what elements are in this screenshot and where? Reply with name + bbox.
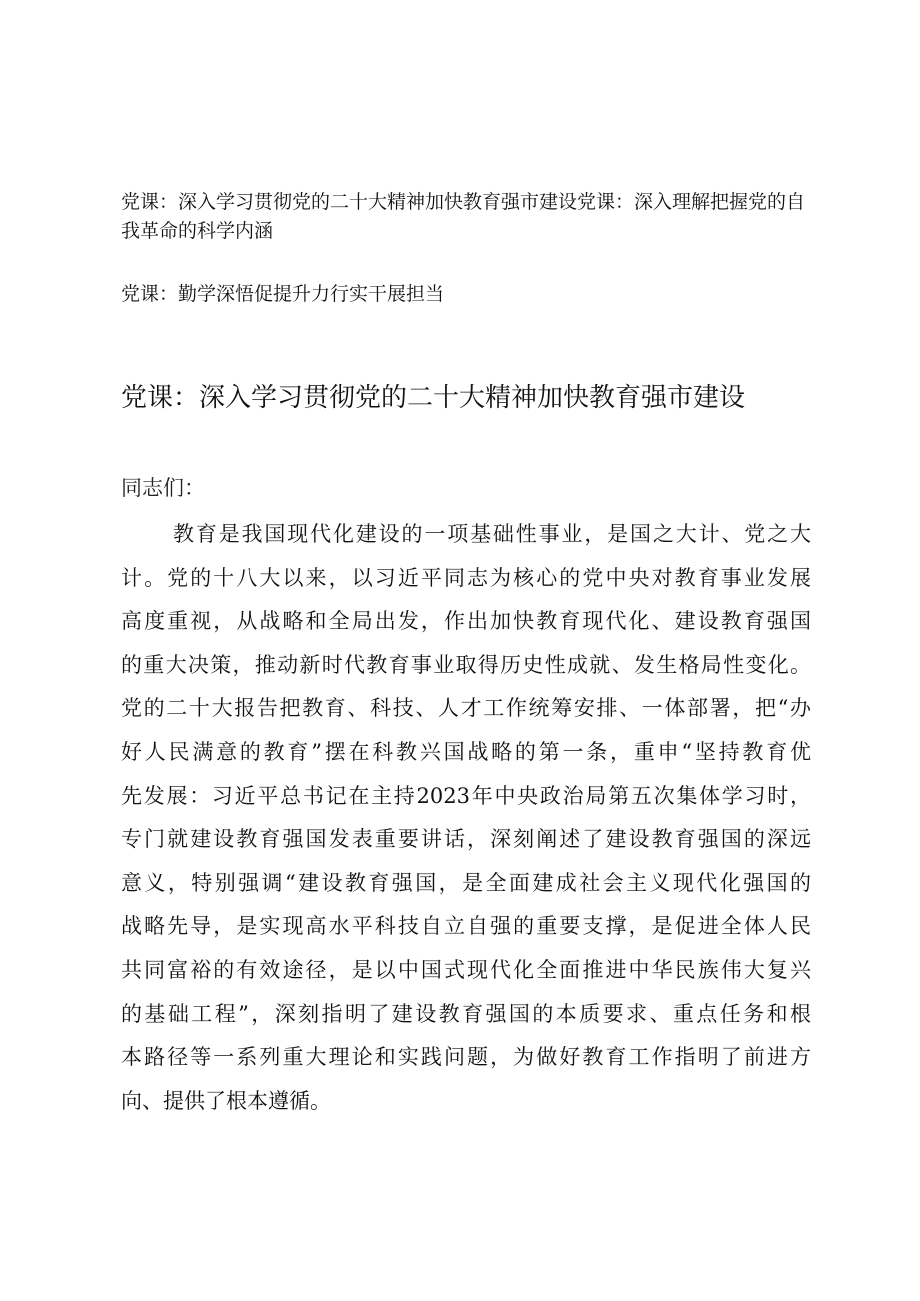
table-of-contents [121, 188, 811, 246]
paragraph-line: 教育是我国现代化建设的一项基础性事业，是国之大计、党之大 [173, 522, 811, 546]
paragraph-line: 共同富裕的有效途径，是以中国式现代化全面推进中华民族伟大复兴 [121, 957, 811, 982]
paragraph-line: 的重大决策，推动新时代教育事业取得历史性成就、发生格局性变化。 [121, 652, 811, 677]
paragraph-line: 意义，特别强调“建设教育强国，是全面建成社会主义现代化强国的 [121, 870, 811, 895]
paragraph-line: 先发展：习近平总书记在主持2023年中央政治局第五次集体学习时， [121, 783, 811, 808]
toc-entry-3[interactable]: 党课：勤学深悟促提升力行实干展担当 [121, 283, 445, 305]
paragraph-line: 党的二十大报告把教育、科技、人才工作统筹安排、一体部署，把“办 [121, 696, 811, 721]
paragraph-line: 战略先导，是实现高水平科技自立自强的重要支撑，是促进全体人民 [121, 914, 811, 939]
body-paragraph [121, 513, 811, 1123]
toc-entry-1[interactable]: 党课：深入学习贯彻党的二十大精神加快教育强市建设 [121, 191, 578, 213]
salutation: 同志们： [121, 476, 205, 500]
paragraph-line: 高度重视，从战略和全局出发，作出加快教育现代化、建设教育强国 [121, 609, 811, 634]
toc-entry-2[interactable]: 党课：深入理解把握党的自我革命的科学内涵 [121, 191, 806, 242]
paragraph-line: 计。党的十八大以来，以习近平同志为核心的党中央对教育事业发展 [121, 565, 811, 590]
paragraph-line: 本路径等一系列重大理论和实践问题，为做好教育工作指明了前进方 [121, 1045, 811, 1070]
paragraph-line: 专门就建设教育强国发表重要讲话，深刻阐述了建设教育强国的深远 [121, 827, 811, 852]
paragraph-line: 好人民满意的教育”摆在科教兴国战略的第一条，重申“坚持教育优 [121, 739, 811, 764]
document-title: 党课：深入学习贯彻党的二十大精神加快教育强市建设 [121, 383, 746, 413]
paragraph-line: 向、提供了根本遵循。 [121, 1088, 331, 1113]
paragraph-line: 的基础工程”，深刻指明了建设教育强国的本质要求、重点任务和根 [121, 1001, 811, 1026]
